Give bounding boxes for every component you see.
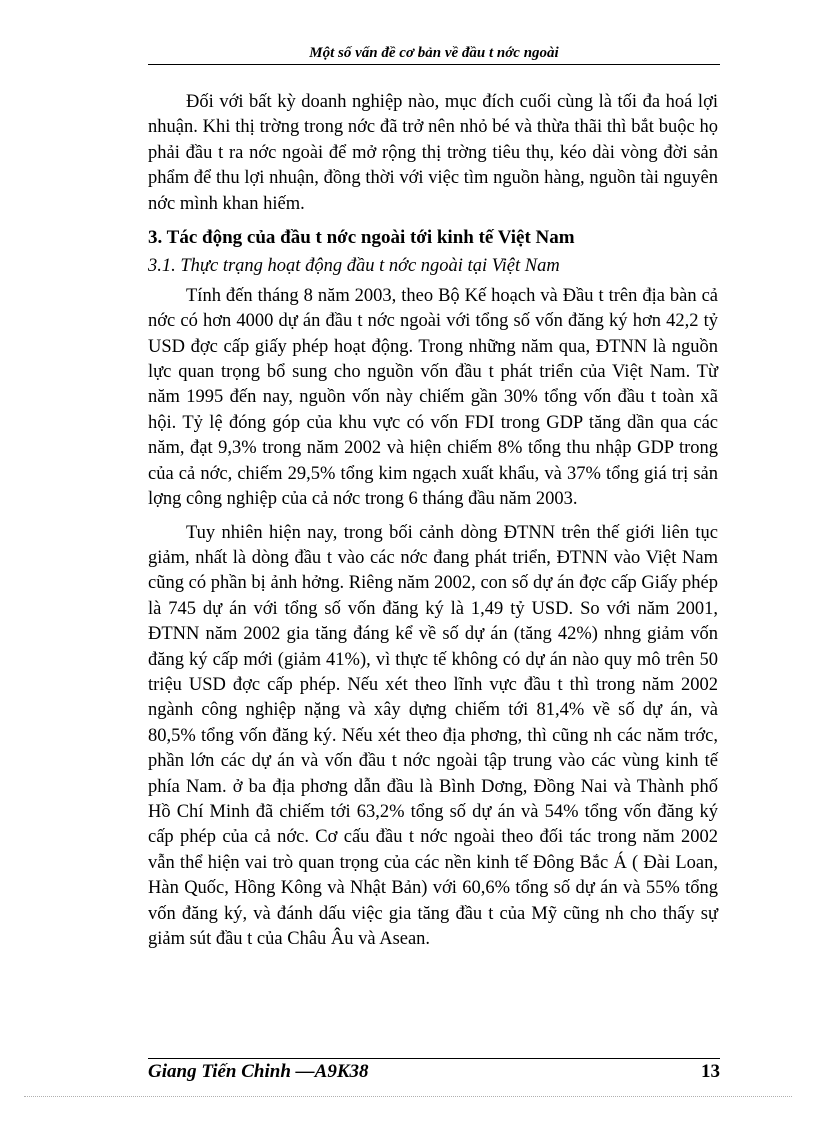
page-bottom-dotted-line — [24, 1096, 792, 1097]
subsection-heading: 3.1. Thực trạng hoạt động đầu t nớc ngoài tại Việt Nam — [148, 256, 560, 277]
section-heading: 3. Tác động của đầu t nớc ngoài tới kinh tế Việt Nam — [148, 227, 575, 249]
paragraph-2: Tuy nhiên hiện nay, trong bối cảnh dòng ĐTNN trên thế giới liên tục giảm, nhất là dòng đầu t vào các nớc đang phát triển, ĐTNN vào Việt Nam cũng có phần bị ảnh hởng. Riêng năm 2002, con số dự án đợc cấp Giấy phép là 745 dự án với tổng số vốn đăng ký là 1,49 tỷ USD. So với năm 2001, ĐTNN năm 2002 gia tăng đáng kể về số dự án (tăng 42%) nhng giảm vốn đăng ký cấp mới (giảm 41%), vì thực tế không có dự án nào quy mô trên 50 triệu USD đợc cấp phép. Nếu xét theo lĩnh vực đầu t thì trong năm 2002 ngành công nghiệp nặng và xây dựng chiếm tới 81,4% về số dự án, và 80,5% tổng vốn đăng ký. Nếu xét theo địa phơng, thì cũng nh các năm trớc, phần lớn các dự án và vốn đầu t nớc ngoài tập trung vào các vùng kinh tế phía Nam. ở ba địa phơng dẫn đầu là Bình Dơng, Đồng Nai và Thành phố Hồ Chí Minh đã chiếm tới 63,2% tổng số dự án và 54% tổng vốn đăng ký cấp phép của cả nớc. Cơ cấu đầu t nớc ngoài theo đối tác trong năm 2002 vẫn thể hiện vai trò quan trọng của các nền kinh tế Đông Bắc Á ( Đài Loan, Hàn Quốc, Hồng Kông và Nhật Bản) với 60,6% tổng số dự án và 55% tổng vốn đăng ký, và đánh dấu việc gia tăng đầu t của Mỹ cũng nh cho thấy sự giảm sút đầu t của Châu Âu và Asean. — [148, 522, 718, 949]
page-body — [148, 90, 718, 952]
running-header: Một số vấn đề cơ bản về đầu t nớc ngoài — [309, 45, 559, 61]
paragraph-1: Tính đến tháng 8 năm 2003, theo Bộ Kế hoạch và Đầu t trên địa bàn cả nớc có hơn 4000 dự án đầu t nớc ngoài với tổng số vốn đăng ký hơn 42,2 tỷ USD đợc cấp giấy phép hoạt động. Trong những năm qua, ĐTNN là nguồn lực quan trọng bổ sung cho nguồn vốn đầu t phát triển của Việt Nam. Từ năm 1995 đến nay, nguồn vốn này chiếm gần 30% tổng vốn đầu t toàn xã hội. Tỷ lệ đóng góp của khu vực có vốn FDI trong GDP tăng dần qua các năm, đạt 9,3% trong năm 2002 và hiện chiếm 8% tổng thu nhập GDP trong của cả nớc, chiếm 29,5% tổng kim ngạch xuất khẩu, và 37% tổng giá trị sản lợng công nghiệp của cả nớc trong 6 tháng đầu năm 2003. — [148, 285, 718, 510]
footer-author: Giang Tiến Chinh —A9K38 — [148, 1061, 369, 1082]
page-number: 13 — [701, 1061, 720, 1082]
header-rule — [148, 64, 720, 65]
intro-paragraph: Đối với bất kỳ doanh nghiệp nào, mục đích cuối cùng là tối đa hoá lợi nhuận. Khi thị trờng trong nớc đã trở nên nhỏ bé và thừa thãi thì bắt buộc họ phải đầu t ra nớc ngoài để mở rộng thị trờng tiêu thụ, kéo dài vòng đời sản phẩm để thu lợi nhuận, đồng thời với việc tìm nguồn hàng, nguồn tài nguyên nớc mình khan hiếm. — [148, 92, 718, 214]
footer-rule — [148, 1058, 720, 1059]
